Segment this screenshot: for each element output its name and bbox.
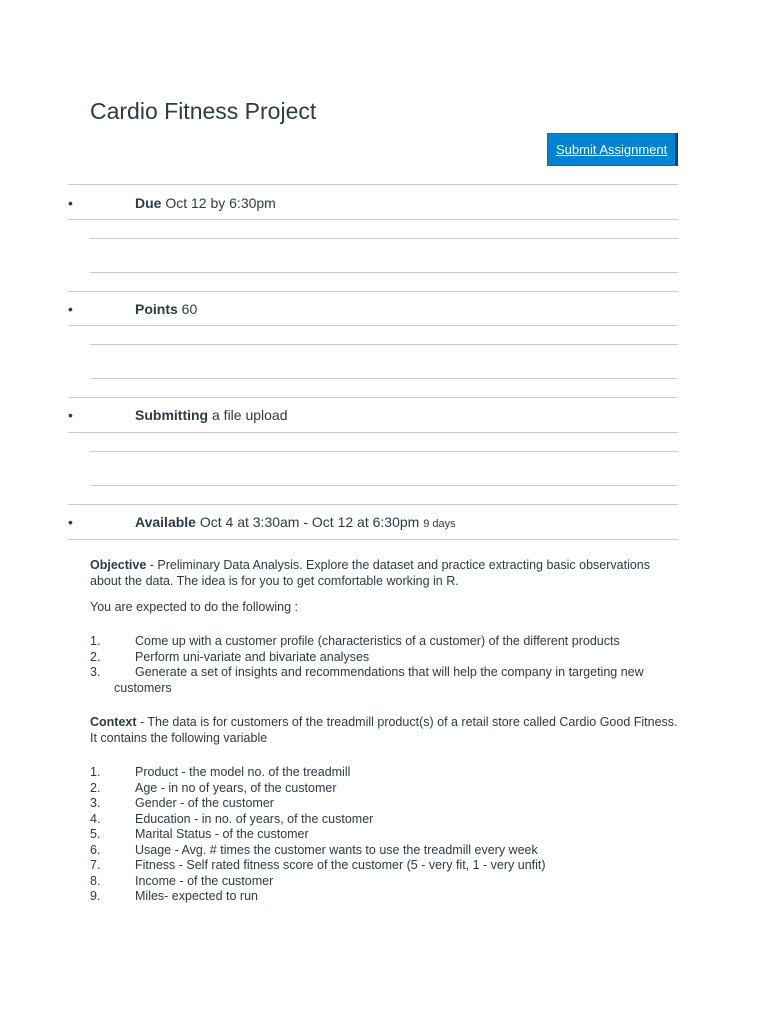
task-list: [90, 634, 680, 696]
list-number: 1.: [90, 765, 101, 779]
detail-label: Available: [135, 514, 196, 530]
list-text: Income - of the customer: [135, 873, 274, 888]
objective-text: - Preliminary Data Analysis. Explore the dataset and practice extracting basic observations about the data. The idea is for you to get comfortable working in R.: [90, 558, 650, 588]
list-item: [90, 765, 680, 781]
divider: [90, 485, 678, 486]
bullet-icon: •: [68, 301, 73, 317]
list-number: 1.: [90, 634, 101, 648]
list-number: 3.: [90, 796, 101, 810]
detail-label: Due: [135, 195, 162, 211]
divider: [68, 291, 678, 292]
list-text: Perform uni-variate and bivariate analyses: [135, 649, 370, 664]
list-text: Miles- expected to run: [135, 889, 258, 903]
context-paragraph: [90, 715, 680, 746]
page-title: Cardio Fitness Project: [90, 98, 317, 124]
objective-label: Objective: [90, 558, 147, 572]
bullet-icon: •: [68, 514, 73, 530]
list-number: 5.: [90, 827, 101, 841]
list-number: 6.: [90, 842, 101, 857]
list-text: Education - in no. of years, of the customer: [135, 811, 374, 826]
list-number: 4.: [90, 811, 101, 826]
context-label: Context: [90, 715, 137, 729]
list-item: [90, 665, 680, 696]
list-text-continued: customers: [114, 680, 172, 695]
divider: [68, 219, 678, 220]
context-text: - The data is for customers of the treadmill product(s) of a retail store called Cardio Good Fitness. It contains the following variable: [90, 715, 678, 745]
divider: [68, 539, 678, 540]
list-text: Age - in no of years, of the customer: [135, 780, 337, 795]
list-number: 7.: [90, 858, 101, 872]
list-item: [90, 889, 680, 905]
list-number: 2.: [90, 780, 101, 795]
list-text: Come up with a customer profile (characteristics of a customer) of the different products: [135, 634, 620, 648]
detail-label: Submitting: [135, 407, 209, 423]
detail-value: a file upload: [212, 407, 288, 423]
detail-value: Oct 4 at 3:30am - Oct 12 at 6:30pm: [199, 514, 420, 530]
list-text: Product - the model no. of the treadmill: [135, 765, 351, 779]
divider: [68, 397, 678, 398]
divider: [90, 451, 678, 452]
list-item: [90, 827, 680, 843]
divider: [90, 344, 678, 345]
expected-intro: You are expected to do the following :: [90, 600, 299, 614]
list-item: [90, 650, 680, 666]
detail-value: 60: [181, 301, 198, 317]
list-text: Gender - of the customer: [135, 796, 274, 810]
list-text: Marital Status - of the customer: [135, 827, 309, 841]
bullet-icon: •: [68, 407, 73, 423]
list-item: [90, 858, 680, 874]
divider: [90, 378, 678, 379]
detail-extra: 9 days: [423, 518, 456, 530]
list-number: 8.: [90, 873, 101, 888]
submit-assignment-button[interactable]: Submit Assignment: [547, 133, 678, 166]
divider: [68, 325, 678, 326]
list-item: [90, 812, 680, 828]
list-text: Usage - Avg. # times the customer wants to use the treadmill every week: [135, 842, 538, 857]
list-item: [90, 796, 680, 812]
list-text: Fitness - Self rated fitness score of the customer (5 - very fit, 1 - very unfit): [135, 858, 546, 872]
divider: [90, 238, 678, 239]
list-item: [90, 843, 680, 859]
bullet-icon: •: [68, 195, 73, 211]
list-number: 3.: [90, 665, 101, 679]
list-number: 2.: [90, 649, 101, 664]
list-item: [90, 634, 680, 650]
divider: [90, 272, 678, 273]
detail-value: Oct 12 by 6:30pm: [165, 195, 276, 211]
variable-list: [90, 765, 680, 905]
divider: [68, 184, 678, 185]
list-item: [90, 781, 680, 797]
list-number: 9.: [90, 889, 101, 903]
list-item: [90, 874, 680, 890]
detail-label: Points: [135, 301, 178, 317]
list-text: Generate a set of insights and recommendations that will help the company in targeting new: [135, 665, 644, 679]
objective-paragraph: [90, 558, 680, 589]
divider: [68, 432, 678, 433]
divider: [68, 504, 678, 505]
